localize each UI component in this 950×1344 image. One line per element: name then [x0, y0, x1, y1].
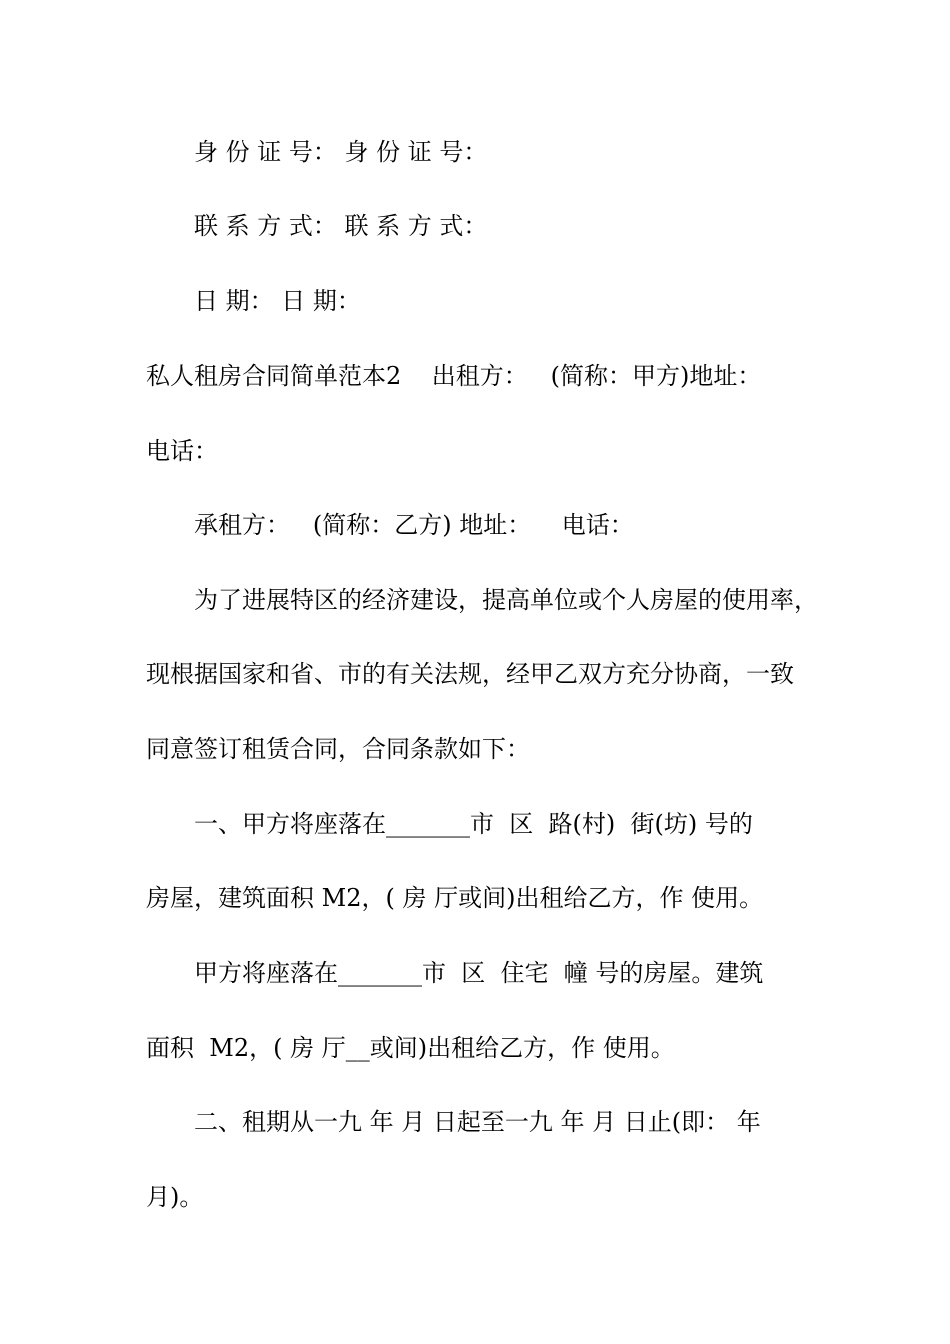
- clause-two-line: 月)。: [146, 1183, 204, 1211]
- lessor-phone-line: 电话：: [146, 437, 218, 465]
- paragraph-line: 现根据国家和省、市的有关法规，经甲乙双方充分协商，一致: [146, 660, 794, 688]
- clause-one-alt-line: 甲方将座落在_______市 区 住宅 幢 号的房屋。建筑: [194, 959, 764, 987]
- paragraph-line: 同意签订租赁合同，合同条款如下：: [146, 735, 530, 763]
- clause-one-line: 房屋，建筑面积 M2，( 房 厅或间)出租给乙方，作 使用。: [146, 884, 764, 912]
- clause-one-alt-line: 面积 M2，( 房 厅__或间)出租给乙方，作 使用。: [146, 1034, 675, 1062]
- contract-title-line: 私人租房合同简单范本2 出租方： (简称：甲方)地址：: [146, 362, 762, 390]
- lessee-line: 承租方： (简称：乙方) 地址： 电话：: [194, 511, 634, 539]
- contact-line: 联 系 方 式： 联 系 方 式：: [194, 212, 488, 240]
- clause-two-line: 二、租期从一九 年 月 日起至一九 年 月 日止(即： 年: [194, 1108, 761, 1136]
- date-line: 日 期： 日 期：: [194, 287, 361, 315]
- paragraph-line: 为了进展特区的经济建设，提高单位或个人房屋的使用率，: [194, 586, 818, 614]
- clause-one-line: 一、甲方将座落在_______市 区 路(村) 街(坊) 号的: [194, 810, 753, 838]
- id-number-line: 身 份 证 号： 身 份 证 号：: [194, 138, 488, 166]
